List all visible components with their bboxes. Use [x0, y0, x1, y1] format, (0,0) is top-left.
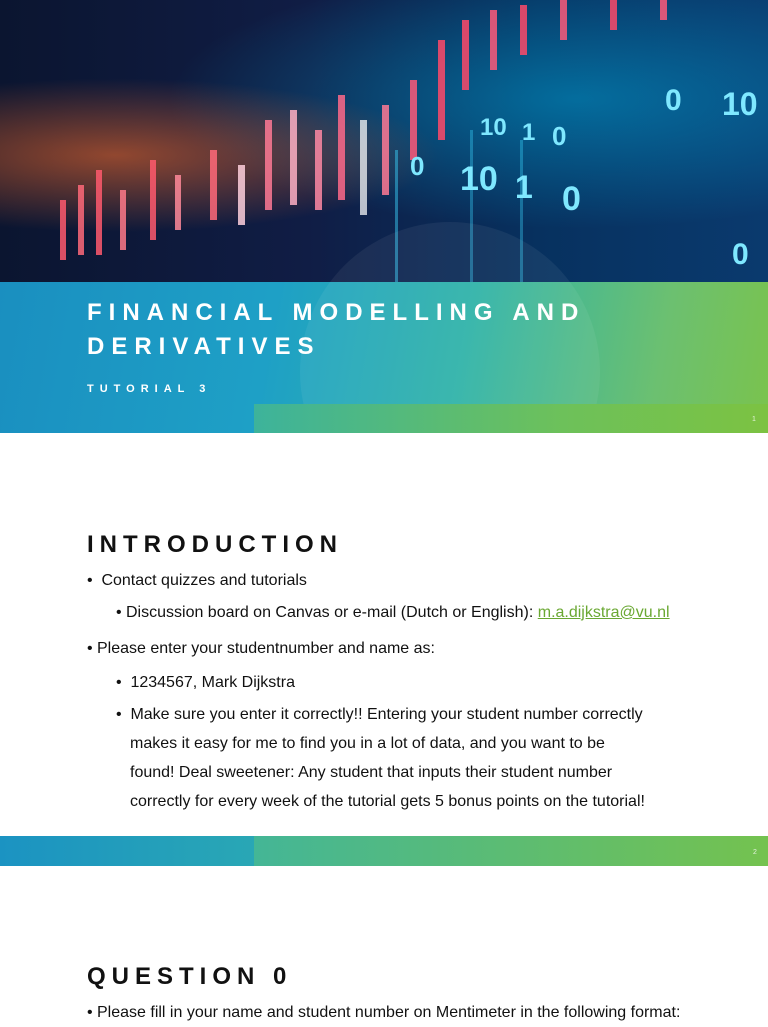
hero-digit: 10 [722, 86, 758, 122]
bullet-continuation: found! Deal sweetener: Any student that inputs their student number [130, 764, 613, 781]
candle [315, 130, 322, 210]
bullet-item: • Please enter your studentnumber and name as: [87, 640, 435, 657]
bullet-text: Discussion board on Canvas or e-mail (Dutch or English): [126, 604, 538, 621]
bullet-item: • Please fill in your name and student number on Mentimeter in the following format: [87, 1004, 681, 1021]
section-heading: QUESTION 0 [87, 963, 293, 990]
band-overlay [254, 836, 768, 866]
hero-digit: 0 [410, 151, 425, 181]
bullet-text: 1234567, Mark Dijkstra [130, 674, 295, 691]
candle [78, 185, 84, 255]
hero-digit: 10 [480, 114, 507, 141]
candle [238, 165, 245, 225]
candle [360, 120, 367, 215]
candle [462, 20, 469, 90]
candle [60, 200, 66, 260]
footer-band [0, 836, 768, 866]
band-overlay [254, 404, 768, 433]
hero-digit: 0 [732, 238, 749, 271]
question-slide [0, 866, 768, 1024]
candle [290, 110, 297, 205]
candle [660, 0, 667, 20]
hero-digit: 1 [522, 119, 536, 146]
candle [96, 170, 102, 255]
title-slide [0, 0, 768, 433]
candle [338, 95, 345, 200]
email-link[interactable]: m.a.dijkstra@vu.nl [537, 604, 670, 621]
slide-subtitle: TUTORIAL 3 [87, 383, 212, 395]
bullet-text: Contact quizzes and tutorials [101, 572, 307, 589]
bullet-text: Please enter your studentnumber and name as: [97, 640, 435, 657]
candle [175, 175, 181, 230]
candle [520, 5, 527, 55]
page-number: 2 [753, 849, 757, 856]
candle [410, 80, 417, 160]
candle [210, 150, 217, 220]
sub-bullet-item: • Make sure you enter it correctly!! Entering your student number correctly [116, 706, 643, 723]
candle [610, 0, 617, 30]
introduction-slide [0, 433, 768, 866]
section-heading: INTRODUCTION [87, 531, 343, 558]
candle [120, 190, 126, 250]
candle [438, 40, 445, 140]
candle [490, 10, 497, 70]
candle [150, 160, 156, 240]
hero-digit: 0 [552, 121, 567, 151]
candle [560, 0, 567, 40]
bullet-continuation: correctly for every week of the tutorial gets 5 bonus points on the tutorial! [130, 793, 645, 810]
bullet-text: Make sure you enter it correctly!! Entering your student number correctly [130, 706, 643, 723]
slide-title: FINANCIAL MODELLING AND DERIVATIVES [87, 299, 586, 360]
hero-digit: 0 [665, 84, 682, 117]
candle [382, 105, 389, 195]
bullet-text: Please fill in your name and student number on Mentimeter in the following format: [97, 1004, 681, 1021]
hero-digit: 10 [460, 160, 498, 198]
sub-bullet-item: • Discussion board on Canvas or e-mail (Dutch or English): m.a.dijkstra@vu.nl [116, 604, 670, 621]
candle [265, 120, 272, 210]
bullet-continuation: makes it easy for me to find you in a lot of data, and you want to be [130, 735, 605, 752]
bullet-item: • Contact quizzes and tutorials [87, 572, 307, 589]
hero-digit: 1 [515, 169, 533, 205]
sub-bullet-item: • 1234567, Mark Dijkstra [116, 674, 295, 691]
page-number: 1 [752, 416, 756, 423]
hero-digit: 0 [562, 180, 581, 218]
